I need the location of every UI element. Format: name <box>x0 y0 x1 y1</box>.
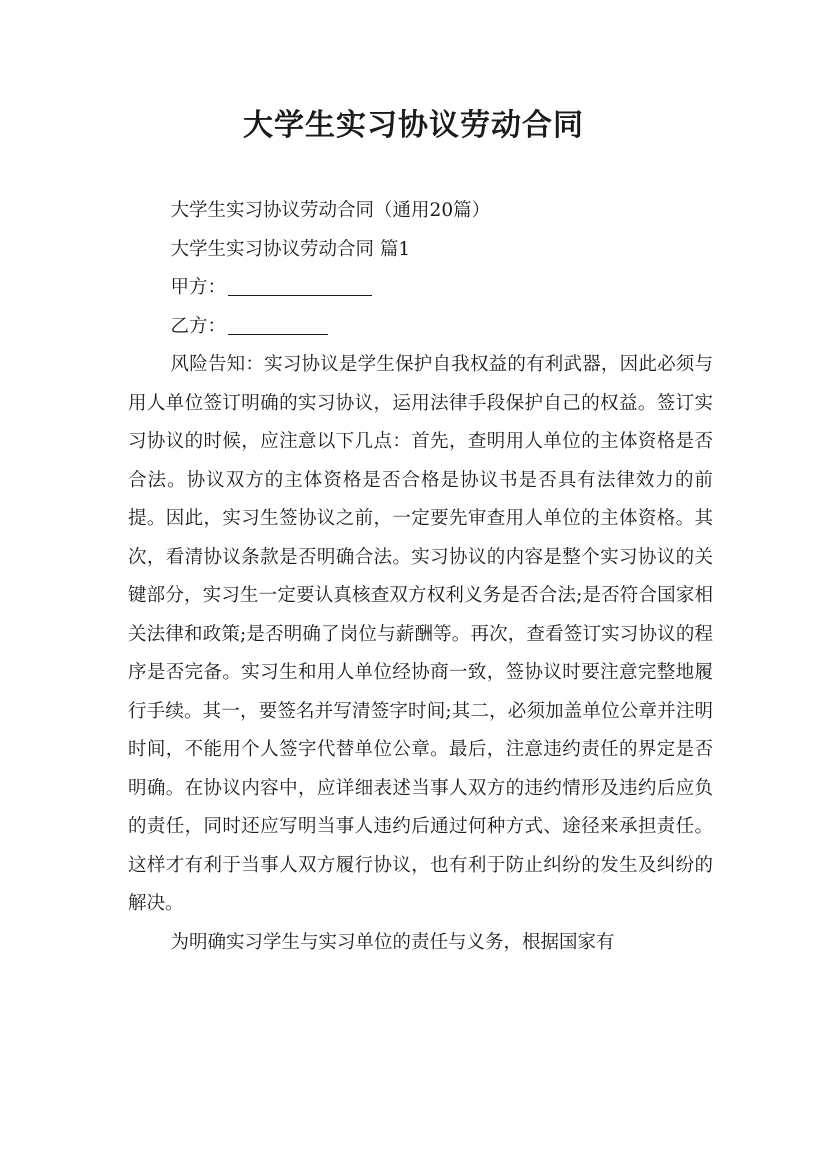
party-a-label: 甲方： <box>170 277 227 298</box>
party-a-line <box>128 269 713 308</box>
document-title: 大学生实习协议劳动合同 <box>243 108 584 143</box>
document-body <box>128 192 713 962</box>
purpose-paragraph: 为明确实习学生与实习单位的责任与义务，根据国家有 <box>170 931 615 953</box>
section-heading: 大学生实习协议劳动合同 篇1 <box>170 238 411 260</box>
party-b-line <box>128 308 713 347</box>
party-b-label: 乙方： <box>170 315 227 337</box>
party-a-blank <box>228 277 372 297</box>
risk-notice-paragraph: 风险告知：实习协议是学生保护自我权益的有利武器，因此必须与用人单位签订明确的实习协议，运用法律手段保护自己的权益。签订实习协议的时候，应注意以下几点：首先，查明用人单位的主体资格是否合法。协议双方的主体资格是否合格是协议书是否具有法律效力的前提。因此，实习生签协议之前，一定要先审查用人单位的主体资格。其次，看清协议条款是否明确合法。实习协议的内容是整个实习协议的关键部分，实习生一定要认真核查双方权利义务是否合法;是否符合国家相关法律和政策;是否明确了岗位与薪酬等。再次，查看签订实习协议的程序是否完备。实习生和用人单位经协商一致，签协议时要注意完整地履行手续。其一，要签名并写清签字时间;其二，必须加盖单位公章并注明时间，不能用个人签字代替单位公章。最后，注意违约责任的界定是否明确。在协议内容中，应详细表述当事人双方的违约情形及违约后应负的责任，同时还应写明当事人违约后通过何种方式、途径来承担责任。这样才有利于当事人双方履行协议，也有利于防止纠纷的发生及纠纷的解决。 <box>128 354 713 914</box>
document-subtitle: 大学生实习协议劳动合同（通用20篇） <box>170 200 491 221</box>
party-b-blank <box>228 315 328 335</box>
